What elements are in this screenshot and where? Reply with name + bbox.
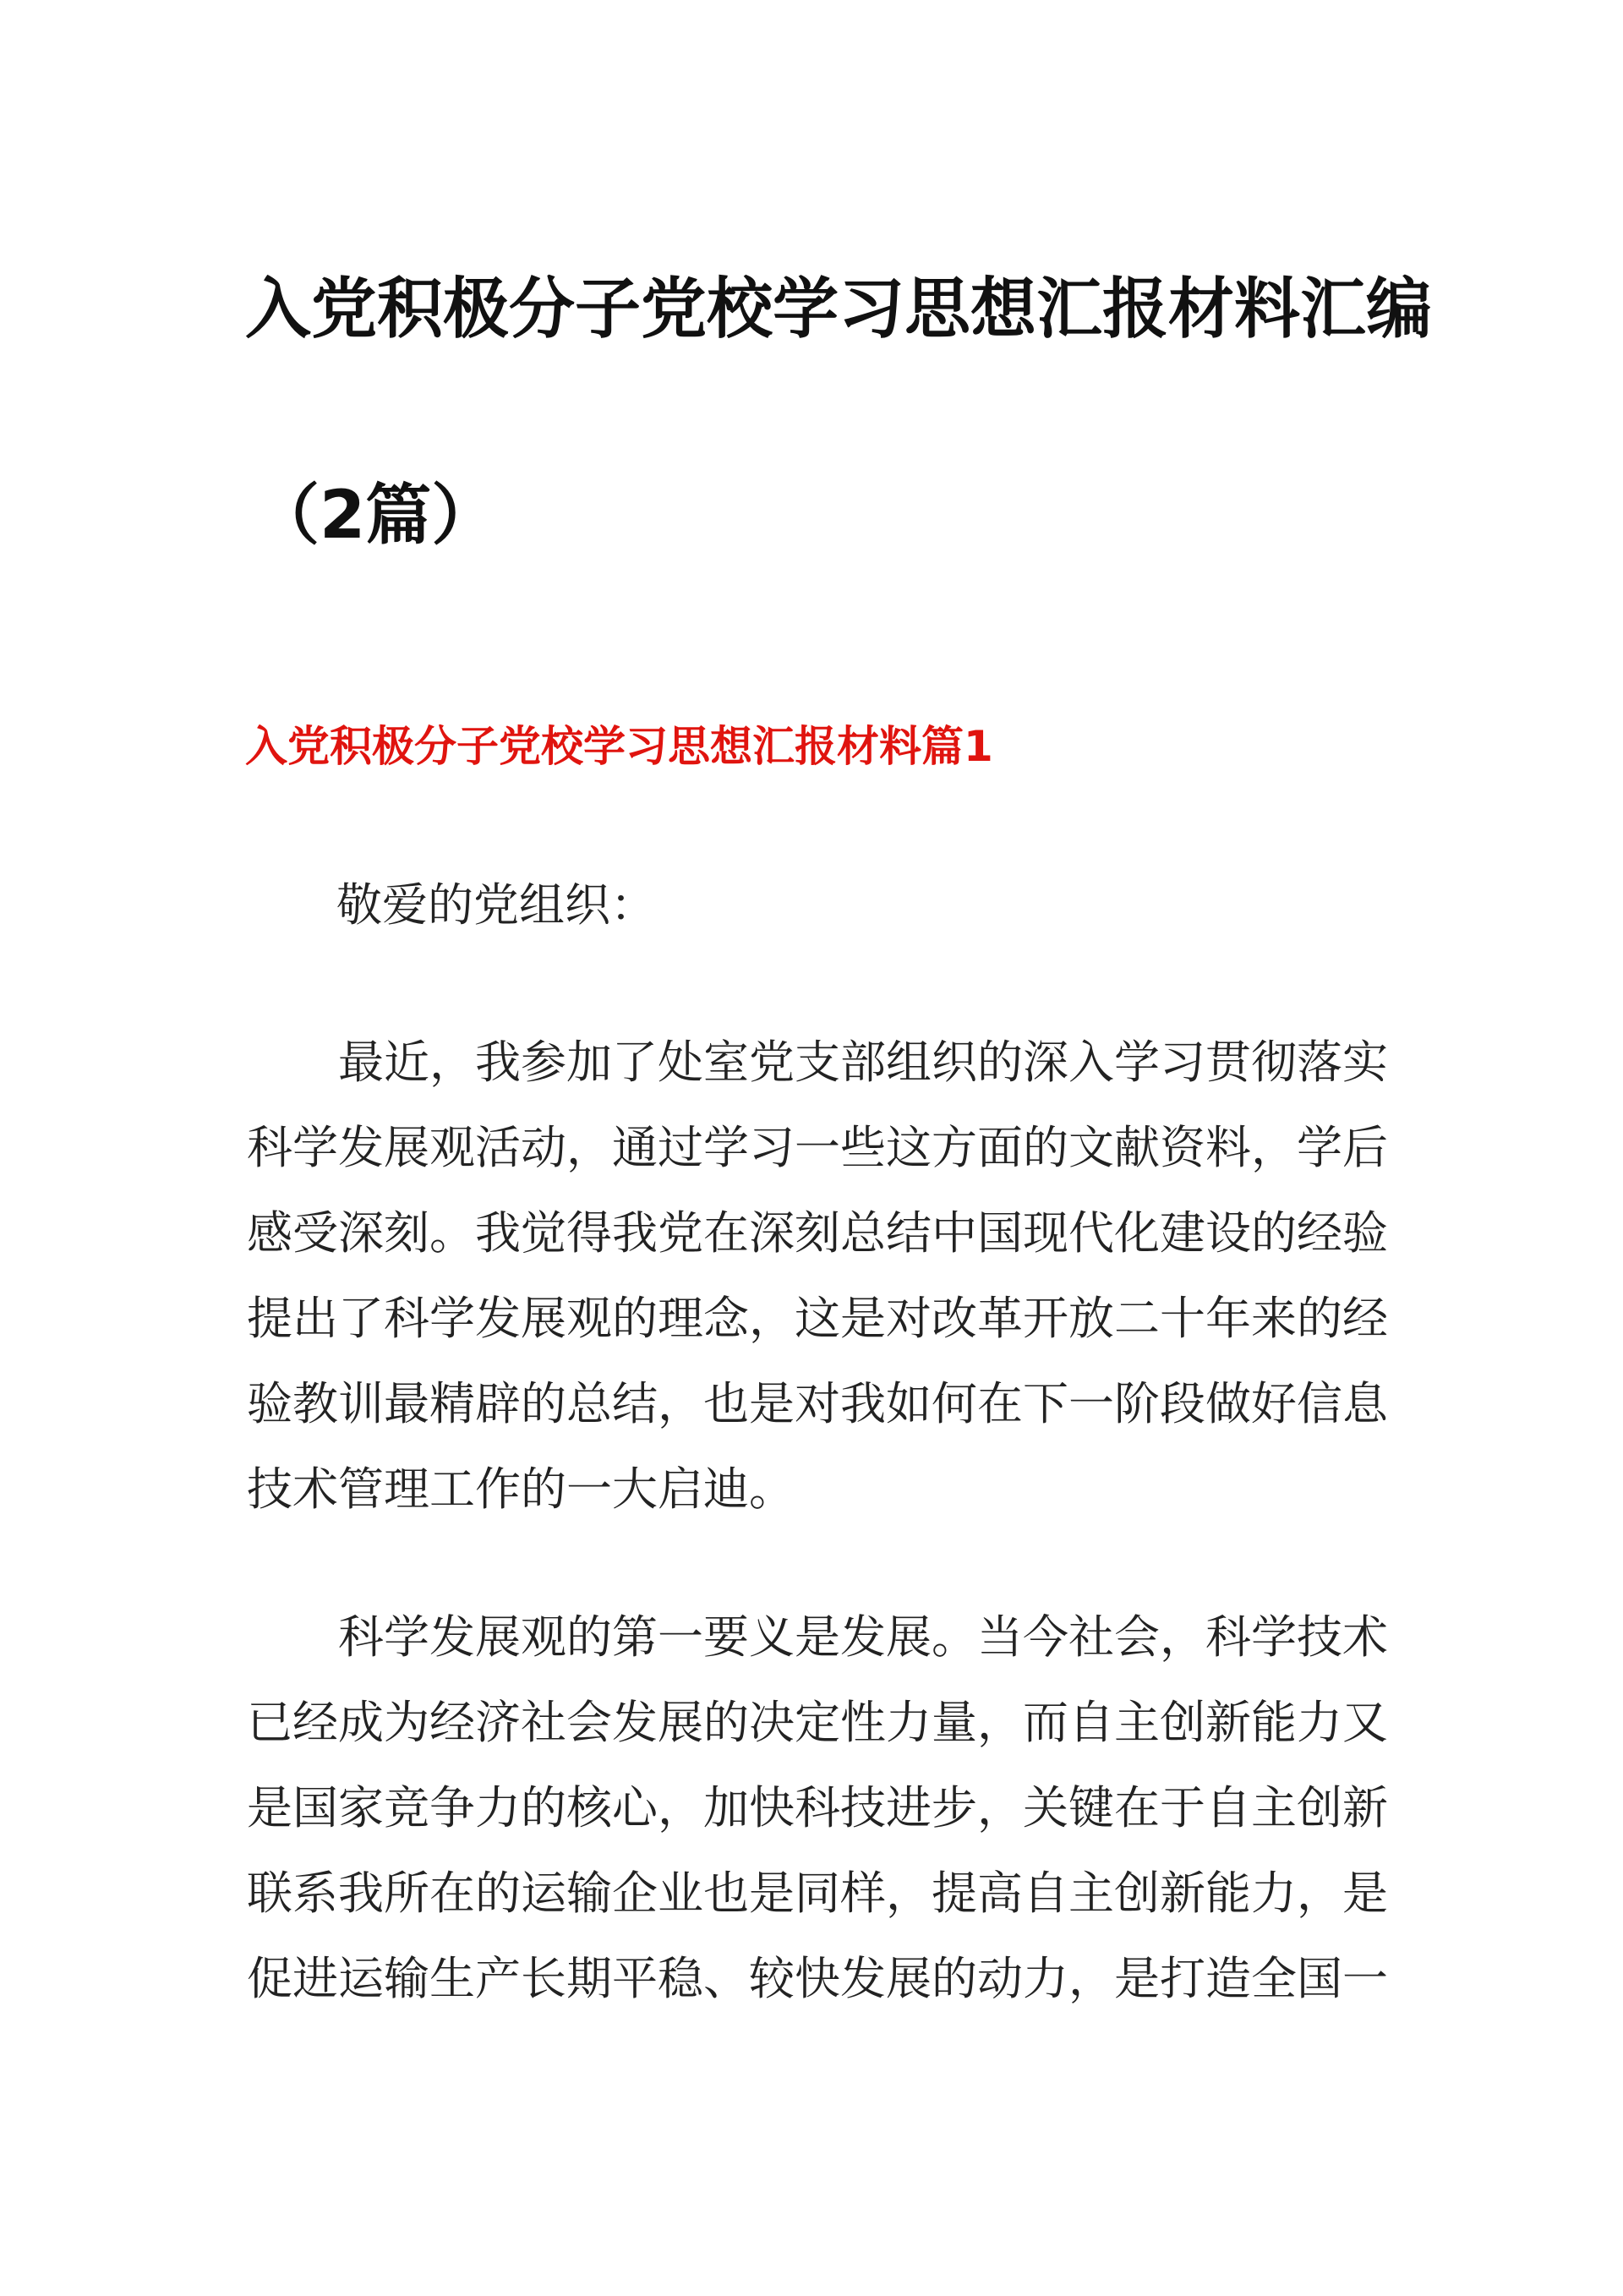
paragraph-line: 已经成为经济社会发展的决定性力量，而自主创新能力又 <box>247 1696 1388 1749</box>
salutation: 敬爱的党组织： <box>336 878 656 932</box>
paragraph-line: 最近，我参加了处室党支部组织的深入学习贯彻落实 <box>338 1036 1388 1089</box>
paragraph-line: 促进运输生产长期平稳、较快发展的动力，是打造全国一 <box>247 1952 1388 2005</box>
paragraph-line: 科学发展观的第一要义是发展。当今社会，科学技术 <box>338 1610 1388 1664</box>
paragraph-line: 是国家竞争力的核心，加快科技进步，关键在于自主创新 <box>247 1781 1388 1834</box>
paragraph-line: 科学发展观活动，通过学习一些这方面的文献资料，学后 <box>247 1121 1388 1174</box>
paragraph-line: 技术管理工作的一大启迪。 <box>247 1462 795 1516</box>
paragraph-1 <box>247 1020 1388 1532</box>
paragraph-line: 联系我所在的运输企业也是同样，提高自主创新能力，是 <box>247 1867 1388 1920</box>
paragraph-2 <box>247 1594 1388 2021</box>
document-title-line-2: （2篇） <box>254 478 498 554</box>
paragraph-line: 提出了科学发展观的理念，这是对改革开放二十年来的经 <box>247 1292 1388 1345</box>
section-heading: 入党积极分子党校学习思想汇报材料篇1 <box>245 722 993 771</box>
document-title-line-1: 入党积极分子党校学习思想汇报材料汇编 <box>245 271 1433 347</box>
paragraph-line: 感受深刻。我觉得我党在深刻总结中国现代化建设的经验 <box>247 1206 1388 1260</box>
paragraph-line: 验教训最精辟的总结，也是对我如何在下一阶段做好信息 <box>247 1377 1388 1430</box>
